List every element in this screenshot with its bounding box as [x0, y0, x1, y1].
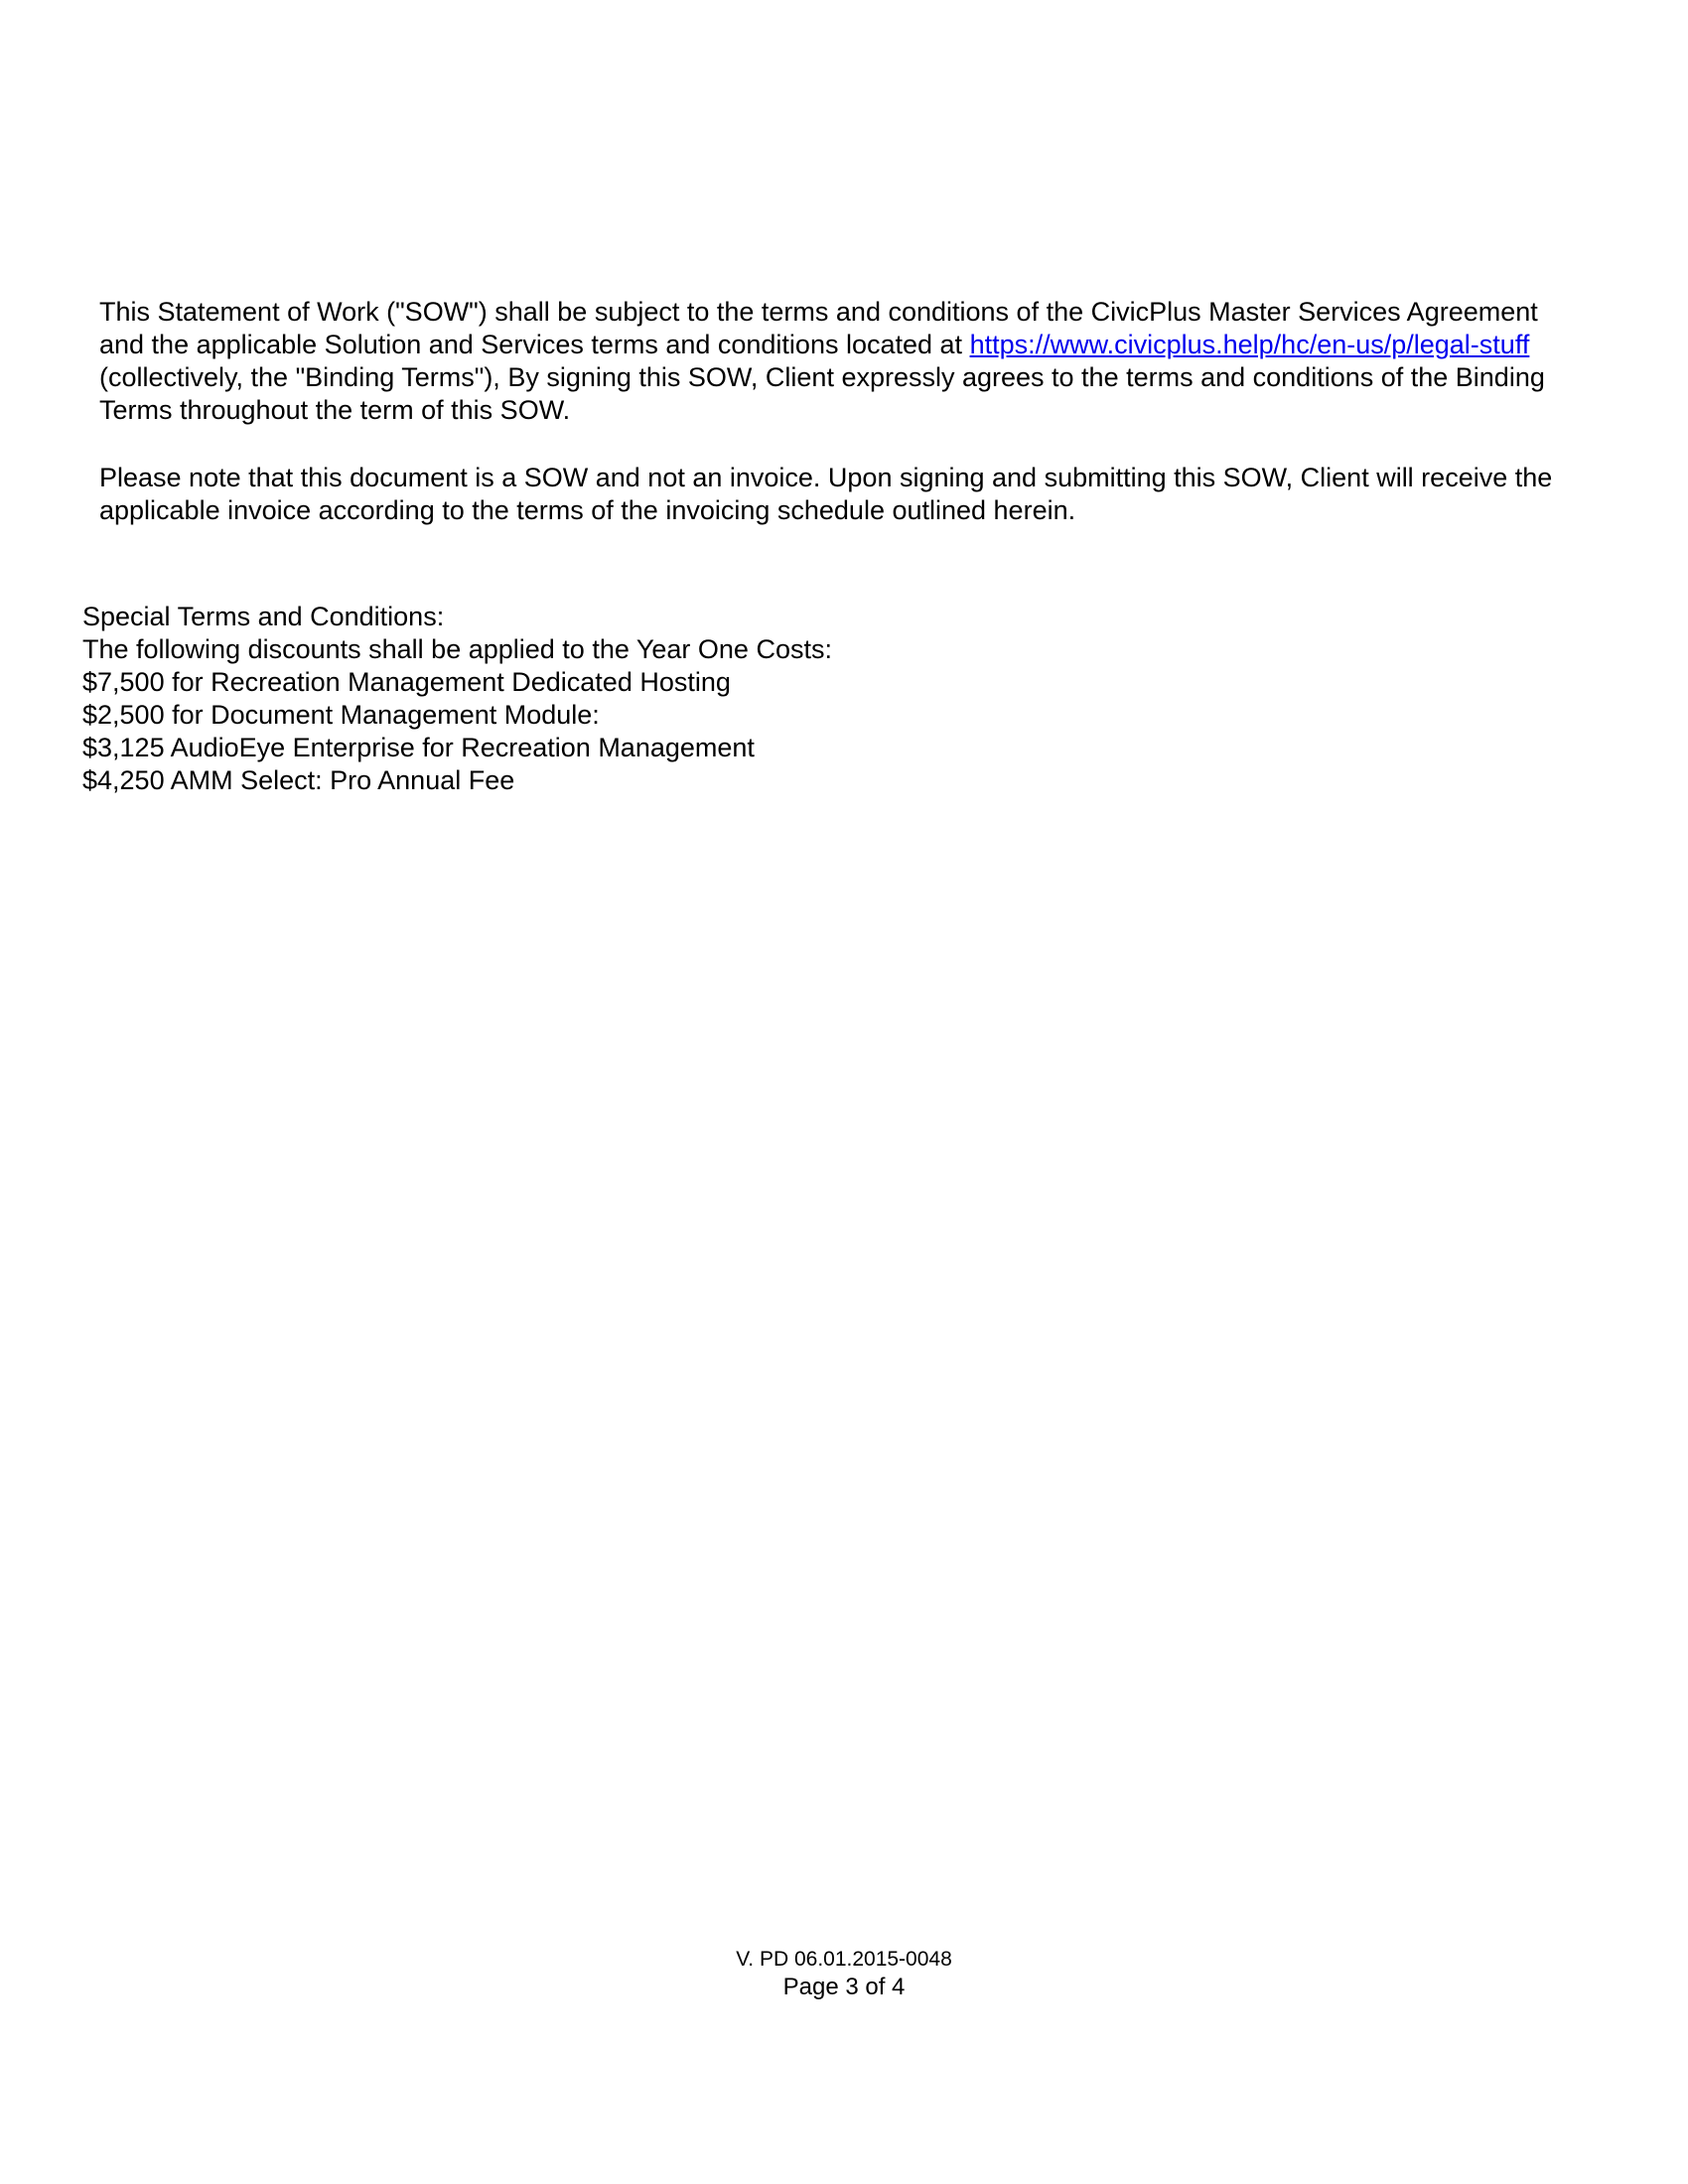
- document-version: V. PD 06.01.2015-0048: [736, 1948, 952, 1971]
- binding-terms-paragraph: [99, 296, 1589, 427]
- special-terms-section: [82, 601, 1572, 797]
- discount-item: $4,250 AMM Select: Pro Annual Fee: [82, 765, 515, 795]
- discount-item: $7,500 for Recreation Management Dedicated Hosting: [82, 667, 731, 697]
- binding-terms-text-start: This Statement of Work ("SOW") shall be subject to the terms and conditions of the CivicPlus Master Services Agreement and the applicable Solution and Services terms and conditions located at: [99, 297, 1538, 359]
- invoice-notice-paragraph: Please note that this document is a SOW and not an invoice. Upon signing and submitting this SOW, Client will receive the applicable invoice according to the terms of the invoicing schedule outlined herein.: [99, 463, 1553, 525]
- legal-stuff-link[interactable]: https://www.civicplus.help/hc/en-us/p/legal-stuff: [969, 330, 1530, 359]
- discount-item: $3,125 AudioEye Enterprise for Recreation Management: [82, 733, 755, 762]
- page-footer: [0, 1946, 1688, 2001]
- special-terms-heading: Special Terms and Conditions:: [82, 602, 445, 631]
- page-number: Page 3 of 4: [782, 1974, 906, 2000]
- special-terms-intro: The following discounts shall be applied to the Year One Costs:: [82, 634, 832, 664]
- discount-item: $2,500 for Document Management Module:: [82, 700, 600, 730]
- binding-terms-text-end: (collectively, the "Binding Terms"), By signing this SOW, Client expressly agrees to the terms and conditions of the Binding Terms throughout the term of this SOW.: [99, 362, 1545, 425]
